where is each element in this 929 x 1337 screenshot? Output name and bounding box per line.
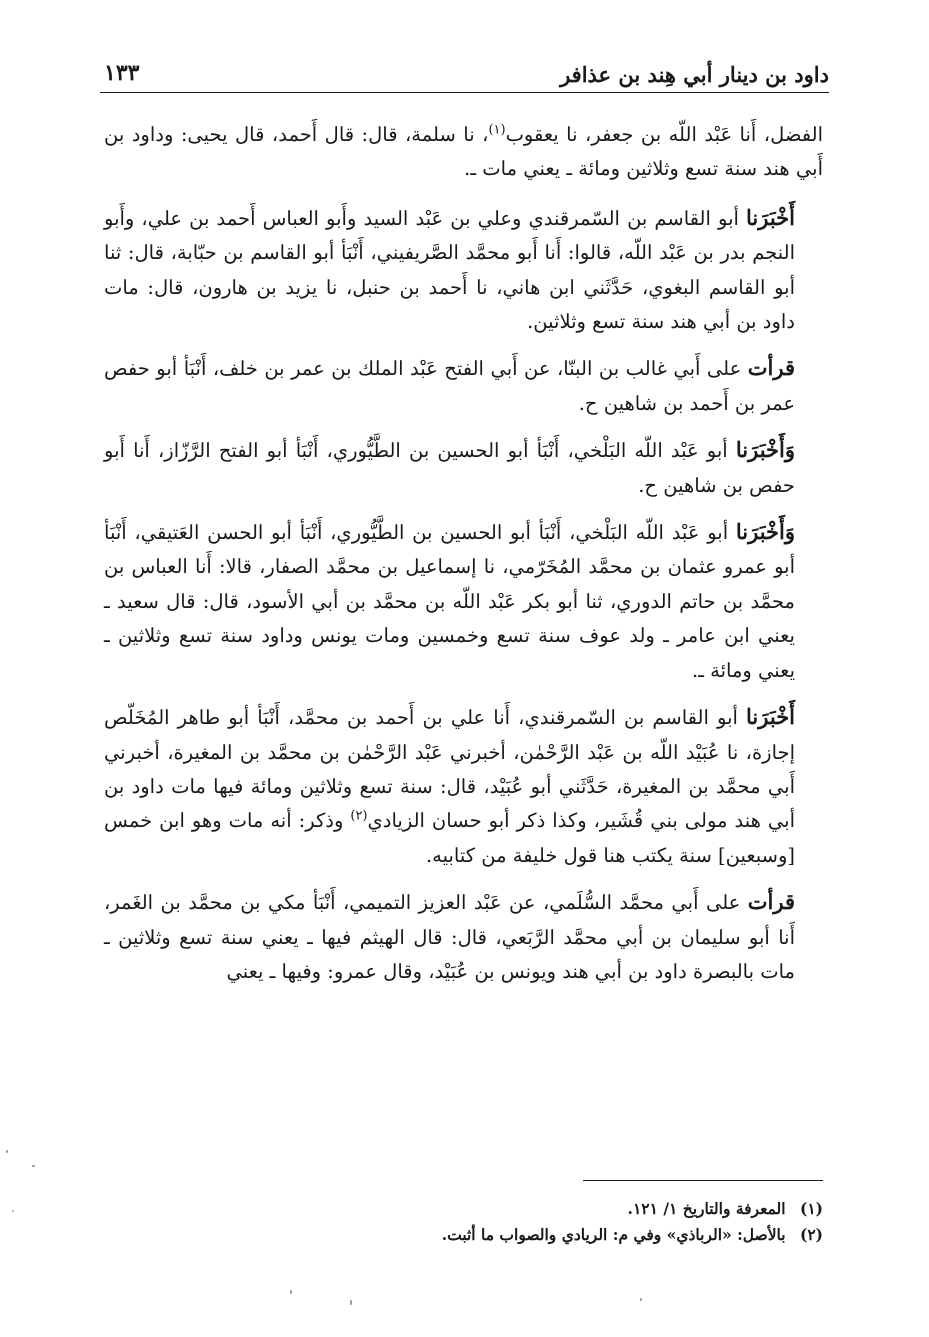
footnote-ref-2: (٢): [350, 808, 368, 824]
paragraph-6: [104, 700, 823, 873]
scan-speck: [32, 1165, 35, 1167]
scan-speck: [12, 1210, 14, 1212]
paragraph-lead: وَأَخْبَرَنا: [735, 437, 795, 463]
footnote-text: المعرفة والتاريخ ١/ ١٢١.: [627, 1199, 786, 1218]
paragraph-5: [104, 515, 823, 688]
page-number: ١٣٣: [104, 60, 140, 86]
paragraph-lead: قرأت: [747, 889, 796, 915]
footnote-divider: [583, 1180, 823, 1181]
footnote-1: [300, 1196, 823, 1222]
paragraph-4: [104, 433, 823, 503]
page-header: [100, 58, 829, 93]
footnote-text: بالأصل: «الرباذي» وفي م: الريادي والصواب ما أثبت.: [441, 1225, 786, 1244]
paragraph-text: أبو القاسم بن السّمرقندي وعلي بن عَبْد السيد وأَبو العباس أَحمد بن علي، وأَبو النجم بدر بن عَبْد اللّه، قالوا: أَنا أَبو محمَّد الصَّريفيني، أَنْبَأ أبو القاسم بن حبّابة، قال: ثنا أبو القاسم البغوي، حَدَّثَني ابن هاني، نا أَحمد بن حنبل، نا يزيد بن هارون، قال: مات داود بن أبي هند سنة تسع وثلاثين.: [104, 206, 795, 334]
paragraph-3: [104, 351, 823, 421]
scan-speck: [6, 1150, 8, 1153]
paragraph-text-after: وذكر: أنه مات وهو ابن خمس [وسبعين] سنة يكتب هنا قول خليفة من كتابيه.: [104, 809, 795, 867]
paragraph-text: أبو القاسم بن السّمرقندي، أَنا علي بن أَحمد بن محمَّد، أَنْبَأ أبو طاهر المُخَلّص إجازة، نا عُبَيْد اللّه بن عَبْد الرَّحْمٰن، أخبرني عَبْد الرَّحْمٰن بن محمَّد بن المغيرة، أخبرني أَبي محمَّد بن المغيرة، حَدَّثَني أبو عُبَيْد، قال: سنة تسع وثلاثين ومائة فيها مات داود بن أبي هند مولى بني قُشَير، وكذا ذكر أبو حسان الزيادي: [104, 706, 795, 833]
paragraph-lead: قرأت: [747, 355, 795, 381]
paragraph-7: [104, 885, 823, 989]
paragraph-lead: أَخْبَرَنا: [746, 204, 795, 230]
main-text: [104, 118, 823, 1001]
paragraph-text: الفضل، أَنا عَبْد اللّه بن جعفر، نا يعقوب: [505, 123, 824, 146]
paragraph-text: أبو عَبْد اللّه البَلْخي، أَنْبَأ أبو الحسين بن الطَّيُّوري، أَنْبَأ أبو الحسن العَتيقي، أَنْبَأ أبو عمرو عثمان بن محمَّد المُخَرّمي، نا إسماعيل بن محمَّد الصفار، قالا: أَنا العباس بن محمَّد بن حاتم الدوري، ثنا أبو بكر عَبْد اللّه بن محمَّد بن أبي الأسود، قال: قال سعيد ـ يعني ابن عامر ـ ولد عوف سنة تسع وخمسين ومات يونس وداود سنة تسع وثلاثين ـ يعني ومائة ـ.: [104, 521, 795, 682]
footnotes: [300, 1196, 823, 1248]
paragraph-text: أبو عَبْد اللّه البَلْخي، أَنْبَأ أبو الحسين بن الطَّيُّوري، أَنْبَأ أبو الفتح الرَّزّاز، أَنا أَبو حفص بن شاهين ح.: [104, 439, 795, 497]
footnote-ref-1: (١): [488, 122, 506, 138]
scan-speck: [290, 1290, 292, 1294]
scan-speck: [350, 1300, 352, 1305]
running-title: داود بن دينار أبي هِند بن عذافر: [560, 62, 829, 87]
paragraph-1: [104, 118, 823, 187]
paragraph-lead: أَخْبَرَنا: [746, 704, 796, 730]
scan-speck: [640, 1298, 642, 1301]
paragraph-text-after: ، نا سلمة، قال: قال أَحمد، قال يحيى: وداود بن أَبي هند سنة تسع وثلاثين ومائة ـ يعني مات ـ.: [104, 123, 823, 181]
paragraph-lead: وَأَخْبَرَنا: [735, 519, 795, 545]
footnote-number: (١): [799, 1199, 823, 1218]
footnote-number: (٢): [799, 1225, 823, 1244]
paragraph-2: [104, 201, 823, 340]
paragraph-text: على أَبي غالب بن البنّا، عن أَبي الفتح عَبْد الملك بن عمر بن خلف، أَنْبَأ أبو حفص عمر بن أَحمد بن شاهين ح.: [104, 357, 795, 415]
paragraph-text: على أَبي محمَّد السُّلَمي، عن عَبْد العزيز التميمي، أَنْبَأ مكي بن محمَّد بن الغَمر، أَنا أبو سليمان بن أبي محمَّد الرَّبَعي، قال: قال الهيثم فيها ـ يعني سنة تسع وثلاثين ـ مات بالبصرة داود بن أبي هند ويونس بن عُبَيْد، وقال عمرو: وفيها ـ يعني: [104, 891, 795, 983]
footnote-2: [300, 1222, 823, 1248]
